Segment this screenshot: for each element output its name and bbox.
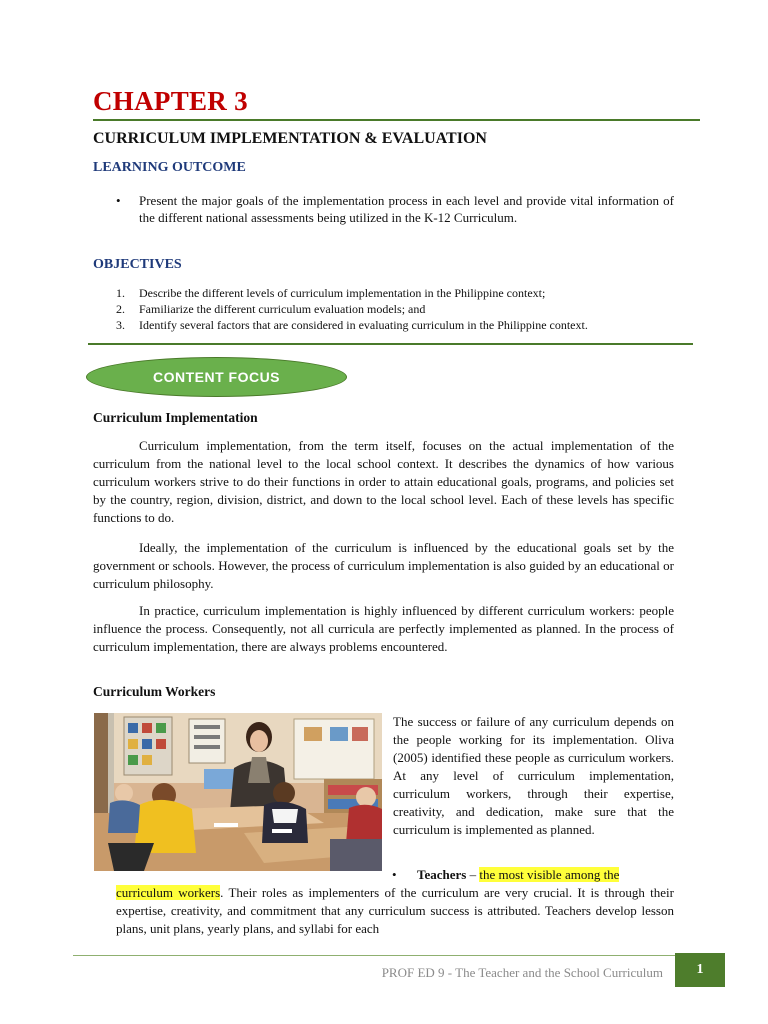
teachers-description: . Their roles as implementers of the curriculum are very crucial. It is through their expertise, creativity, and commitment that any curriculum success is attributed. Teachers develop lesson plans, unit plans, yearly plans, and syllabi for each <box>116 885 674 936</box>
learning-outcome-item <box>116 192 674 226</box>
classroom-photo <box>94 713 382 871</box>
implementation-paragraph-2: Ideally, the implementation of the curriculum is influenced by the educational goals set by the government or schools. However, the process of curriculum implementation is also guided by an educational or curriculum philosophy. <box>93 540 674 591</box>
chapter-title: CHAPTER 3 <box>93 86 248 116</box>
footer-rule <box>73 955 725 956</box>
teachers-label: Teachers <box>417 867 467 882</box>
page-number: 1 <box>675 953 725 987</box>
highlighted-text: curriculum workers <box>116 885 221 900</box>
objective-item <box>116 317 696 333</box>
title-rule <box>93 119 700 121</box>
teachers-bullet-item <box>116 866 674 938</box>
objective-item <box>116 301 696 317</box>
objective-number: 3. <box>116 318 125 332</box>
learning-outcome-text: Present the major goals of the implementation process in each level and provide vital information of the different national assessments being utilized in the K-12 Curriculum. <box>139 193 674 225</box>
content-focus-badge: CONTENT FOCUS <box>86 357 347 397</box>
bullet-icon: • <box>116 193 121 208</box>
teachers-dash: – <box>466 867 480 882</box>
bullet-icon: • <box>392 867 397 882</box>
objective-number: 1. <box>116 286 125 300</box>
curriculum-workers-intro: The success or failure of any curriculum depends on the people working for its implementation. Oliva (2005) identified these people as curriculum workers. At any level of curriculum implementation, curriculum workers, through their expertise, creativity, and dedication, make sure that the curriculum is implemented as planned. <box>393 714 674 837</box>
objective-text: Familiarize the different curriculum evaluation models; and <box>139 302 426 316</box>
chapter-subtitle: CURRICULUM IMPLEMENTATION & EVALUATION <box>93 130 487 147</box>
curriculum-workers-title: Curriculum Workers <box>93 684 216 699</box>
curriculum-implementation-title: Curriculum Implementation <box>93 410 258 425</box>
footer-course-title: PROF ED 9 - The Teacher and the School Curriculum <box>381 965 663 980</box>
implementation-paragraph-1: Curriculum implementation, from the term itself, focuses on the actual implementation of the curriculum from the national level to the local school context. It describes the dynamics of how various curriculum workers strive to do their functions in order to attain educational goals, programs, and policies set by the country, region, division, district, and down to the local school level. Each of these levels has specific functions to do. <box>93 438 674 525</box>
objectives-list <box>116 285 696 333</box>
objective-number: 2. <box>116 302 125 316</box>
learning-outcome-heading: LEARNING OUTCOME <box>93 160 246 175</box>
section-rule <box>88 343 693 345</box>
implementation-paragraph-3: In practice, curriculum implementation is highly influenced by different curriculum workers: people influence the process. Consequently, not all curricula are perfectly implemented as planned. In the process of curriculum implementation, there are always problems encountered. <box>93 603 674 654</box>
highlighted-text: the most visible among the <box>479 867 620 882</box>
objective-item <box>116 285 696 301</box>
objectives-heading: OBJECTIVES <box>93 257 182 272</box>
objective-text: Describe the different levels of curriculum implementation in the Philippine context; <box>139 286 546 300</box>
classroom-illustration <box>94 713 382 871</box>
objective-text: Identify several factors that are considered in evaluating curriculum in the Philippine context. <box>139 318 588 332</box>
